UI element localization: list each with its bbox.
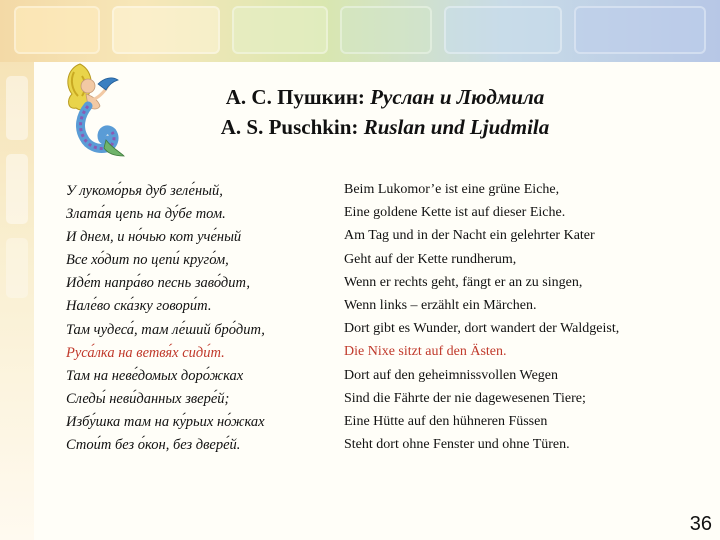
page-number: 36 bbox=[689, 513, 712, 535]
poem-german-column bbox=[344, 178, 704, 456]
poem-ru-line: Нале́во ска́зку говори́т. bbox=[66, 298, 212, 315]
poem-de-line: Dort gibt es Wunder, dort wandert der Waldgeist, bbox=[344, 321, 620, 337]
title-ru-prefix: А. С. Пушкин: bbox=[225, 85, 371, 109]
poem-ru-line: Злата́я цепь на ду́бе том. bbox=[66, 206, 226, 223]
slide-title bbox=[150, 82, 620, 142]
poem-de-line: Sind die Fährte der nie dagewesenen Tiere; bbox=[344, 390, 586, 406]
poem-de-line: Geht auf der Kette rundherum, bbox=[344, 251, 517, 267]
left-decorative-band bbox=[0, 62, 34, 540]
title-de-prefix: A. S. Puschkin: bbox=[220, 115, 364, 139]
poem-de-line: Dort auf den geheimnissvollen Wegen bbox=[344, 367, 559, 383]
title-german bbox=[150, 112, 620, 142]
mermaid-icon bbox=[58, 56, 128, 161]
poem-ru-line: Иде́т напра́во песнь заво́дит, bbox=[66, 275, 250, 292]
poem-de-line-highlighted: Die Nixe sitzt auf den Ästen. bbox=[344, 344, 507, 360]
poem-ru-line: И днем, и но́чью кот уче́ный bbox=[66, 229, 242, 246]
poem-russian-column bbox=[66, 180, 336, 457]
poem-de-line: Eine Hütte auf den hühneren Füssen bbox=[344, 413, 548, 429]
poem-de-line: Eine goldene Kette ist auf dieser Eiche. bbox=[344, 205, 566, 221]
poem-ru-line: Стои́т без о́кон, без двере́й. bbox=[66, 437, 241, 454]
title-russian bbox=[150, 82, 620, 112]
poem-ru-line: Следы́ неви́данных звере́й; bbox=[66, 390, 230, 407]
poem-ru-line: Все хо́дит по цепи́ круго́м, bbox=[66, 252, 229, 269]
poem-ru-line: Там чудеса́, там ле́ший бро́дит, bbox=[66, 321, 265, 338]
poem-de-line: Steht dort ohne Fenster und ohne Türen. bbox=[344, 437, 570, 453]
top-decorative-band bbox=[0, 0, 720, 62]
title-ru-work: Руслан и Людмила bbox=[370, 85, 545, 109]
poem-de-line: Wenn links – erzählt ein Märchen. bbox=[344, 297, 537, 313]
poem-de-line: Am Tag und in der Nacht ein gelehrter Kater bbox=[344, 228, 595, 244]
poem-de-line: Beim Lukomor’e ist eine grüne Eiche, bbox=[344, 182, 560, 197]
title-de-work: Ruslan und Ljudmila bbox=[363, 115, 550, 139]
poem-ru-line: У лукомо́рья дуб зеле́ный, bbox=[66, 183, 223, 199]
poem-ru-line: Там на неве́домых доро́жках bbox=[66, 367, 244, 384]
poem-ru-line-highlighted: Руса́лка на ветвя́х сиди́т. bbox=[66, 344, 225, 361]
poem-de-line: Wenn er rechts geht, fängt er an zu singen, bbox=[344, 274, 583, 290]
poem-ru-line: Избу́шка там на ку́рьих но́жках bbox=[66, 413, 265, 430]
